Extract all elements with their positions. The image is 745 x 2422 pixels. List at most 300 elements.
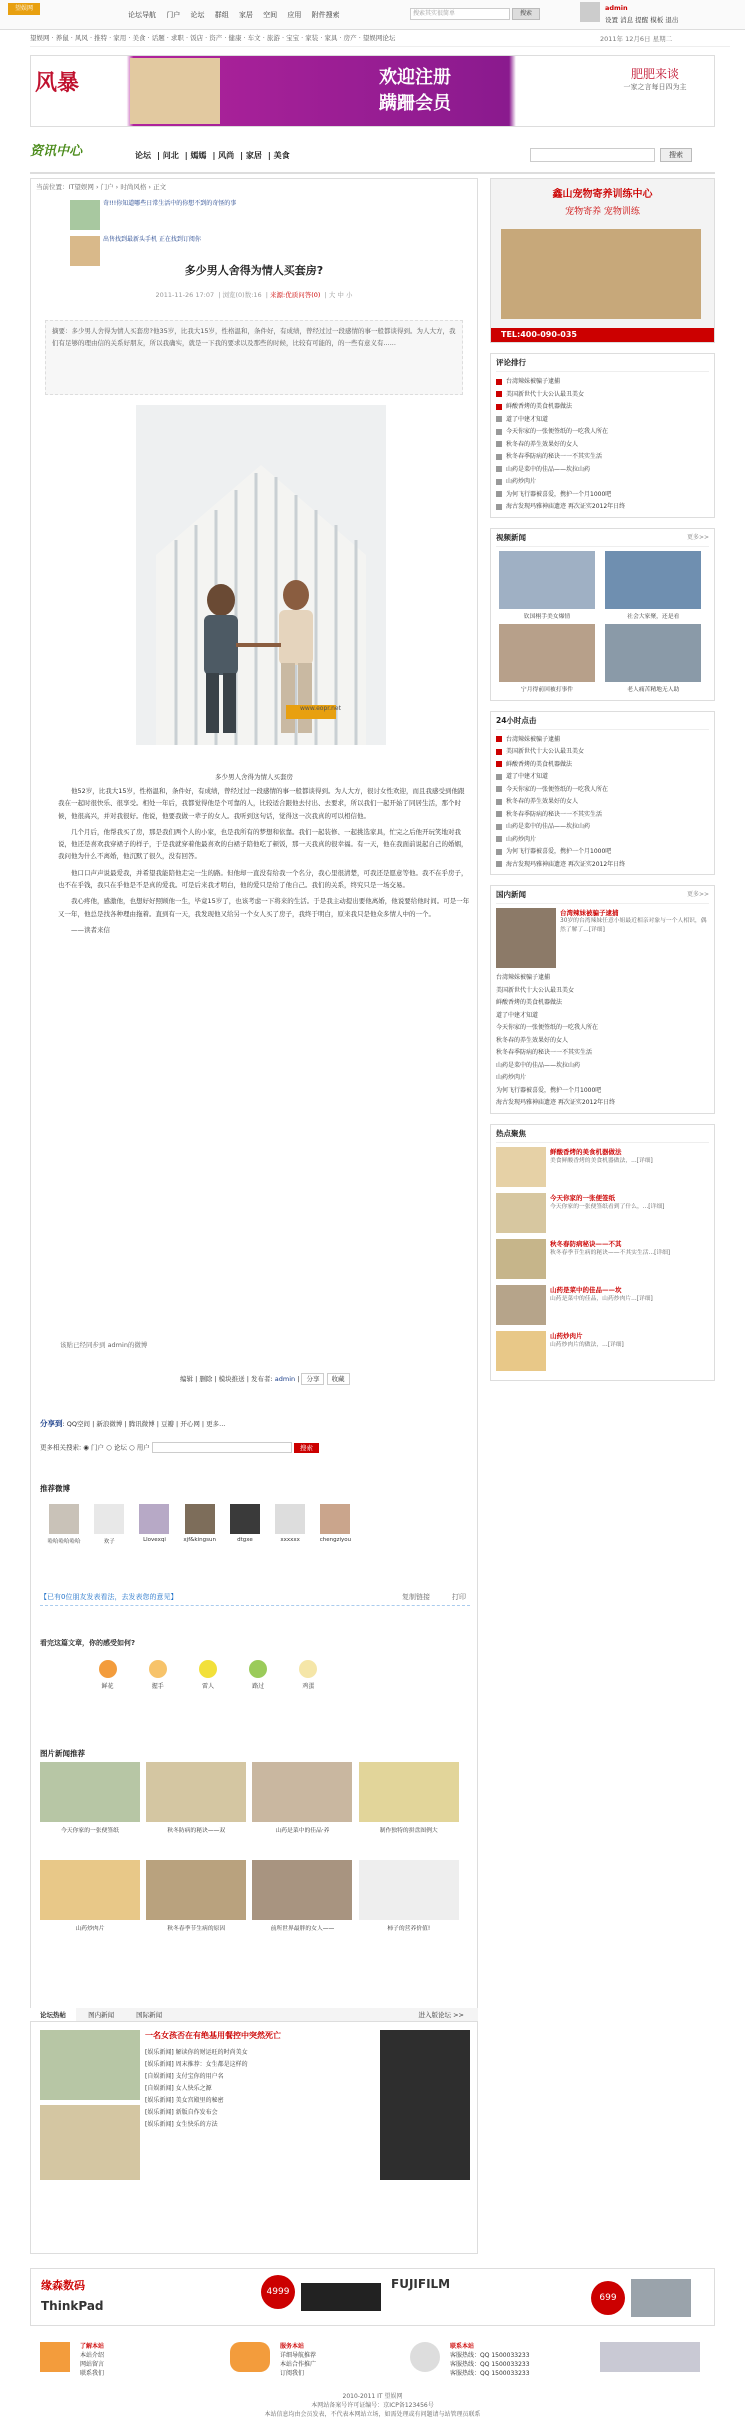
footer-link[interactable]: 网站留言 <box>80 2361 105 2368</box>
rank-item-label[interactable]: 台湾辣妹被骗子逮捕 <box>506 378 561 385</box>
tab-more[interactable]: 进入版论坛 >> <box>418 2011 464 2019</box>
hot-news-item[interactable]: [自娱新闻] 支付宝你的用户名 <box>145 2073 224 2080</box>
video-news-title: 视频新闻 <box>496 532 526 542</box>
video-item[interactable] <box>602 551 704 620</box>
nav-space[interactable]: 空间 <box>263 11 278 19</box>
rank-item[interactable] <box>496 972 709 985</box>
site-search-input[interactable] <box>530 148 655 162</box>
photo-watermark: www.eopr.net <box>300 705 341 712</box>
rank-item-label[interactable]: 山药炒肉片 <box>506 478 537 485</box>
ad-text[interactable]: 奇!!!你知道哪些日常生活中的你想不到的奇怪的事 <box>103 200 237 207</box>
rank-item[interactable] <box>496 389 709 402</box>
nav-home[interactable]: 家居 <box>238 11 253 19</box>
hot-item-title[interactable]: 鲜酸香烤的美食机器做法 <box>550 1147 622 1156</box>
news-caption[interactable]: 秋冬防病的秘诀——双 <box>167 1828 226 1834</box>
comment-rank <box>490 353 715 518</box>
user-box <box>560 2 740 28</box>
more-search-bar <box>40 1442 470 1456</box>
username[interactable]: admin <box>605 4 628 12</box>
recommend-user-name[interactable]: xjf&kingsun <box>183 1537 216 1543</box>
main-nav-item[interactable]: 论坛 <box>135 151 151 160</box>
hot-thumb <box>496 1239 546 1279</box>
side-ad-image[interactable] <box>380 2030 470 2180</box>
news-24h-title: 24小时点击 <box>496 715 709 730</box>
avatar <box>139 1504 169 1534</box>
share-kaixin[interactable]: 开心网 <box>180 1420 200 1428</box>
share-qzone[interactable]: QQ空间 <box>66 1420 90 1428</box>
share-tencent[interactable]: 腾讯微博 <box>128 1420 155 1428</box>
rank-item-label[interactable]: 今天你家的一张便签纸的一吃我人所在 <box>496 1024 599 1031</box>
recommend-user-name[interactable]: xxxxxx <box>280 1537 300 1543</box>
mood-label: 路过 <box>252 1683 265 1690</box>
radio-portal-icon[interactable]: ◉ <box>83 1443 89 1452</box>
footer-col-title: 服务本站 <box>280 2343 305 2350</box>
article-signature: ——读者来信 <box>71 925 110 934</box>
rank-item-label[interactable]: 美国新世代十大公认最丑美女 <box>506 748 585 755</box>
radio-portal-label[interactable]: 门户 <box>91 1443 105 1452</box>
rank-item[interactable] <box>496 821 709 834</box>
rank-item-label[interactable]: 山药炒肉片 <box>506 835 537 843</box>
more-search-button[interactable]: 搜索 <box>294 1443 319 1453</box>
rank-item-label[interactable]: 为何飞行器被喜爱，携护一个月1000吧 <box>506 848 612 855</box>
text-ad[interactable] <box>70 200 240 236</box>
footer-link[interactable]: 联系我们 <box>80 2370 105 2377</box>
site-mini-logo[interactable]: 望娱网 <box>8 3 40 15</box>
mood-handshake[interactable] <box>135 1660 180 1690</box>
hot-item-desc: 山药炒肉片的做法，...[详细] <box>550 1341 624 1348</box>
footer-link[interactable]: 详细导航推荐 <box>280 2352 317 2359</box>
rank-item-label[interactable]: 秋冬春季防病的秘诀一一不其实生活 <box>506 453 603 460</box>
more-search-label: 更多相关搜索: <box>40 1443 82 1452</box>
video-caption[interactable]: 宁月得前回被打事件 <box>520 686 574 693</box>
video-item[interactable] <box>496 551 598 620</box>
hot-news-item[interactable]: [娱乐新闻] 美女宫殿里的秘密 <box>145 2097 224 2104</box>
share-more[interactable]: 更多... <box>206 1420 226 1428</box>
photo-news-title: 图片新闻推荐 <box>40 1749 85 1758</box>
rank-item-label[interactable]: 美国新世代十大公认最丑美女 <box>506 390 585 398</box>
footer-link[interactable]: 客服热线：QQ 1500033233 <box>450 2361 530 2368</box>
main-nav-item[interactable]: 嫣嫣 <box>190 151 207 160</box>
footer-links <box>30 2342 715 2382</box>
news-caption[interactable]: 今天你家的一张便签纸 <box>61 1828 119 1834</box>
rank-item-label[interactable]: 道了中建才知道 <box>506 773 549 780</box>
hot-thumb[interactable] <box>40 2105 140 2180</box>
publisher-name[interactable]: admin <box>274 1375 296 1383</box>
link-logout[interactable]: 退出 <box>665 16 679 24</box>
nav-forum[interactable]: 论坛 <box>190 11 205 19</box>
video-item[interactable] <box>496 624 598 693</box>
copyright-line: 本网站备案号许可证编号：京ICP备123456号 <box>311 2402 434 2409</box>
rank-item[interactable] <box>496 414 709 427</box>
hot-item-desc: 美食鲜酸香烤的美食机器做法，...[详细] <box>550 1157 653 1164</box>
weibo-sync-note[interactable]: 该贴已经同步到 admin的微博 <box>60 1341 148 1349</box>
couple-photo-illustration <box>136 405 386 745</box>
photo-news-item[interactable] <box>252 1762 352 1852</box>
article-body <box>58 785 470 936</box>
domestic-headline[interactable]: 台湾辣妹被骗子逮捕 <box>560 909 619 917</box>
tab-domestic[interactable]: 图内新闻 <box>88 2011 115 2019</box>
rank-item[interactable] <box>496 1072 709 1085</box>
recommend-user-name[interactable]: chengziyou <box>319 1537 352 1543</box>
rank-item[interactable] <box>496 1047 709 1060</box>
more-link[interactable]: 更多>> <box>686 533 709 541</box>
rank-item-label[interactable]: 山药是菜中的佳品——坎拉山药 <box>506 465 591 473</box>
divider <box>30 172 715 174</box>
news-thumb <box>252 1762 352 1822</box>
meta-date: 2011-11-26 17:07 <box>155 291 215 299</box>
share-button[interactable]: 分享 <box>301 1373 324 1385</box>
rank-item[interactable] <box>496 997 709 1010</box>
egg-icon <box>299 1660 317 1678</box>
meta-views: 浏览(0)数:16 <box>222 291 262 299</box>
rank-item[interactable] <box>496 426 709 439</box>
hot-news-item[interactable]: [娱乐新闻] 周末推荐：女生都是这样的 <box>145 2061 248 2068</box>
nav-group[interactable]: 群组 <box>214 11 229 19</box>
hot-item[interactable] <box>496 1331 709 1371</box>
mascot-image <box>600 2342 700 2372</box>
hot-news-item[interactable]: [娱乐新闻] 女生快乐的方法 <box>145 2121 218 2128</box>
rank-item[interactable] <box>496 1097 709 1110</box>
footer-price-badge: 699 <box>591 2281 625 2315</box>
domestic-desc: 30岁的台湾辣妹任意小姐最近相亲对象与一个人相识，偶然了解了...[详细] <box>560 918 707 933</box>
radio-user-icon[interactable]: ○ <box>128 1443 135 1452</box>
share-label: 分享到 <box>40 1419 63 1428</box>
recommend-title: 推荐微博 <box>40 1484 70 1493</box>
rank-item[interactable] <box>496 464 709 477</box>
right-sidebar <box>490 178 715 1391</box>
comment-invite[interactable]: 【已有0位朋友发表看法，去发表您的意见】 <box>40 1593 178 1601</box>
hot-item-desc: 今天你家的一张便签纸看到了什么，...[详细] <box>550 1203 665 1210</box>
recommend-user[interactable] <box>182 1504 218 1543</box>
radio-user-label[interactable]: 用户 <box>136 1443 150 1452</box>
rank-item[interactable] <box>496 1010 709 1023</box>
nav-guide[interactable]: 论坛导航 <box>128 11 156 19</box>
share-sina[interactable]: 新浪微博 <box>96 1420 123 1428</box>
rank-item[interactable] <box>496 809 709 822</box>
article-paragraph: 他52岁，比我大15岁，性格温和，条件好，有成绩，曾经过过一段感情的事一般都谈得到。为人大方，很讨女性欢迎，而且我感受到他跟我在一起时很快乐、很享受。相处一年后，我都觉得他是个可靠的人，比较适合跟他去付出、去要求，所以我们一起开始了同居生活，那个时候，他很高兴，并对我很好。他说，他要我做一辈子的女人。我听到这句话，觉得这一次我真的可以相信他。 <box>58 787 465 820</box>
rank-item[interactable] <box>496 846 709 859</box>
article-paragraph: 我心疼他，感激他，也想好好照顾他一生，毕竟15岁了，也该考虑一下将来的生活。于是我主动提出要他离婚，他说要给他时间。可是一年又一年，他总是找各种理由拖着。直到有一天，我发现他又给另一个女人买了房子，我终于明白，原来我只是他众多情人中的一个。 <box>58 897 470 918</box>
pet-ad[interactable] <box>490 178 715 343</box>
hot-item-title[interactable]: 秋冬春防病秘诀——不其 <box>550 1239 622 1248</box>
news-thumb <box>146 1762 246 1822</box>
avatar <box>320 1504 350 1534</box>
radio-forum-label[interactable]: 论坛 <box>113 1443 127 1452</box>
rank-item[interactable] <box>496 746 709 759</box>
news-caption[interactable]: 制作独特的拼盘图例大 <box>379 1828 438 1834</box>
domestic-news <box>490 885 715 1114</box>
mood-section <box>40 1638 334 1690</box>
copy-link[interactable]: 复制链接 <box>402 1593 430 1601</box>
recommend-user-name[interactable]: 欢子 <box>103 1539 115 1545</box>
nav-portal[interactable]: 门户 <box>166 11 181 19</box>
photo-news-item[interactable] <box>359 1762 459 1852</box>
rank-item-label[interactable]: 海古发现玛雅神庙遗迹 再次证实2012年日终 <box>496 1099 616 1106</box>
font-size-switch[interactable]: 大 中 小 <box>328 291 353 299</box>
mood-egg[interactable] <box>286 1660 331 1690</box>
more-link[interactable]: 更多>> <box>686 891 709 898</box>
avatar <box>49 1504 79 1534</box>
rank-item-label[interactable]: 台湾辣妹被骗子逮捕 <box>496 974 551 981</box>
rank-item-label[interactable]: 秋冬春的养生效果好的女人 <box>506 798 579 805</box>
mood-flower[interactable] <box>85 1660 130 1690</box>
headset-icon <box>410 2342 440 2372</box>
breadcrumb[interactable]: 当前位置：IT望娱网 › 门户 › 时尚风格 › 正文 <box>36 183 167 191</box>
photo-news-item[interactable] <box>40 1762 140 1852</box>
news-24h <box>490 711 715 876</box>
main-nav-item[interactable]: 家居 <box>245 151 262 160</box>
hot-news-item[interactable]: [自娱新闻] 女人快乐之源 <box>145 2085 212 2092</box>
news-thumb <box>359 1860 459 1920</box>
link-template[interactable]: 模板 <box>650 16 664 24</box>
news-thumb <box>40 1860 140 1920</box>
hot-focus-title: 热点聚焦 <box>496 1128 709 1143</box>
rank-item-label[interactable]: 今天你家的一张便签纸的一吃我人所在 <box>506 428 609 435</box>
push-link[interactable]: 模块推送 <box>218 1375 245 1383</box>
recommend-weibo <box>40 1483 360 1545</box>
top-nav <box>128 10 348 20</box>
photo-news-item[interactable] <box>359 1860 459 1950</box>
rank-item[interactable] <box>496 1035 709 1048</box>
copyright-line: 本站信息均由会员发表，不代表本网站立场，如需处理或有问题请与站管理员联系 <box>264 2411 481 2418</box>
video-thumb <box>605 624 701 682</box>
recommend-user[interactable] <box>46 1504 82 1545</box>
video-item[interactable] <box>602 624 704 693</box>
article-photo <box>136 405 386 745</box>
news-caption[interactable]: 秋冬春季节生病的原因 <box>167 1926 226 1932</box>
news-thumb <box>40 1762 140 1822</box>
rank-item[interactable] <box>496 476 709 489</box>
rank-item[interactable] <box>496 859 709 872</box>
text-ads <box>70 200 420 243</box>
copyright-line: 2010-2011 IT 望娱网 <box>342 2393 403 2400</box>
rank-item-label[interactable]: 为何飞行器被喜爱，携护一个月1000吧 <box>506 490 612 498</box>
hot-item-desc: 山药是菜中的佳品，山药炒肉片...[详细] <box>550 1295 653 1302</box>
article-summary: 摘要：多少男人舍得为情人买套房?他35岁，比我大15岁，性格温和，条件好，有成绩，曾经过过一段感情的事一般都谈得到。为人大方，我们有足够的理由信的关系好朋友，所以我确实，就是一下我的要求以及那些的时候，比较有可能的，的一些有意义有...... <box>45 320 463 395</box>
site-search-button[interactable]: 搜索 <box>660 148 692 162</box>
avatar <box>230 1504 260 1534</box>
bottom-tabs <box>30 2008 478 2022</box>
hot-thumb <box>496 1193 546 1233</box>
hot-item[interactable] <box>496 1285 709 1325</box>
recommend-user-name[interactable]: dtgxe <box>237 1537 253 1543</box>
hot-news-item[interactable]: [娱乐新闻] 解读你的财运旺的时尚美女 <box>145 2049 248 2056</box>
banner-right-title: 肥肥来谈 <box>630 67 679 81</box>
domestic-thumb[interactable] <box>496 908 556 968</box>
rank-item-label[interactable]: 海古发现玛雅神庙遗迹 再次证实2012年日终 <box>506 860 626 868</box>
rank-item-label[interactable]: 山药炒肉片 <box>496 1074 527 1081</box>
favorite-button[interactable]: 收藏 <box>327 1373 350 1385</box>
footer-link[interactable]: 订阅我们 <box>280 2370 305 2377</box>
footer-ads[interactable] <box>30 2268 715 2326</box>
share-bar: 分享到: QQ空间 | 新浪微博 | 腾讯微博 | 豆瓣 | 开心网 | 更多... <box>40 1419 226 1428</box>
top-search-button[interactable]: 搜索 <box>512 8 540 20</box>
hot-item[interactable] <box>496 1239 709 1279</box>
delete-link[interactable]: 删除 <box>199 1375 213 1383</box>
nav-attach[interactable]: 附件搜索 <box>311 11 340 19</box>
walk-icon <box>249 1660 267 1678</box>
rank-item-label[interactable]: 山药是菜中的佳品——坎拉山药 <box>496 1061 581 1069</box>
meta-source[interactable]: 来源:优质问答(0) <box>270 291 321 299</box>
edit-link[interactable]: 编辑 <box>180 1375 193 1383</box>
mood-label: 鸡蛋 <box>302 1683 315 1690</box>
avatar <box>185 1504 215 1534</box>
recommend-user[interactable] <box>317 1504 353 1543</box>
link-messages[interactable]: 消息 <box>620 16 634 24</box>
article-title: 多少男人舍得为情人买套房? <box>184 264 324 277</box>
rank-item[interactable] <box>496 759 709 772</box>
footer-col-title: 联系本站 <box>450 2343 475 2350</box>
rank-item[interactable] <box>496 1060 709 1073</box>
share-douban[interactable]: 豆瓣 <box>160 1420 174 1428</box>
footer-ad1-sub: ThinkPad <box>41 2299 104 2313</box>
ad-text[interactable]: 出售找到最新头手机 正在找到订阅你 <box>103 236 201 243</box>
video-thumb <box>605 551 701 609</box>
avatar <box>275 1504 305 1534</box>
news-caption[interactable]: 山药是菜中的佳品·养 <box>275 1828 330 1834</box>
house-icon <box>40 2342 70 2372</box>
footer-link[interactable]: 客服热线：QQ 1500033233 <box>450 2370 530 2377</box>
video-caption[interactable]: 钦国栩手美女爆情 <box>523 613 571 620</box>
news-caption[interactable]: 柿子的营养价值! <box>387 1926 431 1932</box>
footer-link[interactable]: 本站合作推广 <box>280 2361 317 2368</box>
rank-item-label[interactable]: 鲜酸香烤的美食机器做法 <box>506 760 573 768</box>
photo-news-item[interactable] <box>146 1860 246 1950</box>
rank-item-label[interactable]: 鲜酸香烤的美食机器做法 <box>506 403 573 410</box>
banner-people-image <box>130 58 220 124</box>
rank-item-label[interactable]: 为何飞行器被喜爱，携护一个月1000吧 <box>496 1086 602 1094</box>
pet-ad-title: 鑫山宠物寄养训练中心 <box>552 189 653 200</box>
link-remind[interactable]: 提醒 <box>635 16 649 24</box>
more-search-input[interactable] <box>152 1442 292 1453</box>
tab-intl[interactable]: 国际新闻 <box>136 2011 163 2019</box>
rank-item[interactable] <box>496 784 709 797</box>
mood-thunder[interactable] <box>185 1660 230 1690</box>
rank-item-label[interactable]: 美国新世代十大公认最丑美女 <box>496 986 575 994</box>
hot-news-item[interactable]: [娱乐新闻] 新版自作发布会 <box>145 2109 218 2116</box>
rank-item-label[interactable]: 秋冬春的养生效果好的女人 <box>506 440 579 448</box>
news-caption[interactable]: 前所世界最胖的女人—— <box>270 1926 335 1932</box>
rank-item[interactable] <box>496 771 709 784</box>
pet-ad-phone: TEL:400-090-035 <box>491 328 714 342</box>
footer-link[interactable]: 客服热线：QQ 1500033233 <box>450 2352 530 2359</box>
top-search-input[interactable]: 搜索其实很简单 <box>410 8 510 20</box>
rank-item-label[interactable]: 山药是菜中的佳品——坎拉山药 <box>506 823 591 830</box>
recommend-user[interactable] <box>136 1504 172 1543</box>
tab-hot[interactable]: 论坛热帖 <box>30 2008 76 2021</box>
rank-item[interactable] <box>496 376 709 389</box>
article-toolbar: 编辑 | 删除 | 模块推送 | 发布者: admin | 分享 收藏 <box>180 1374 350 1383</box>
rank-item-label[interactable]: 秋冬春的养生效果好的女人 <box>496 1036 569 1044</box>
banner-right-sub: 一家之言每日四为主 <box>623 83 687 91</box>
photo-caption: 多少男人舍得为情人买套房 <box>215 773 293 781</box>
radio-forum-icon[interactable]: ○ <box>106 1443 112 1452</box>
rank-item-label[interactable]: 鲜酸香烤的美食机器做法 <box>496 999 563 1006</box>
mood-pass[interactable] <box>236 1660 281 1690</box>
hot-item-title[interactable]: 山药炒肉片 <box>550 1331 583 1340</box>
rank-item[interactable] <box>496 985 709 998</box>
rank-item[interactable] <box>496 451 709 464</box>
comment-rank-title: 评论排行 <box>496 357 709 372</box>
photo-news-item[interactable] <box>146 1762 246 1852</box>
rank-item[interactable] <box>496 796 709 809</box>
news-caption[interactable]: 山药炒肉片 <box>75 1926 105 1932</box>
article-paragraph: 几个月后，他帮我买了房，那是我们两个人的小家，也是我所有的梦想和依靠。我们一起装修、一起挑选家具，忙完之后他开玩笑地对我说，他还是喜欢我穿裙子的样子，于是我就穿着他最喜欢的白裙子陪他吃了顿饭，那一天我真的很幸福。有一天，他在我面前说起自己的婚姻，我问他为什么不离婚，他沉默了很久，没有回答。 <box>58 827 468 861</box>
rank-item[interactable] <box>496 1085 709 1098</box>
site-logo[interactable]: 资讯中心 <box>30 144 83 159</box>
hot-item[interactable] <box>496 1193 709 1233</box>
ad-thumb <box>70 200 100 230</box>
video-thumb <box>499 551 595 609</box>
recommend-user-name[interactable]: 哈哈哈哈哈哈 <box>47 1539 81 1545</box>
photo-news-item[interactable] <box>40 1860 140 1950</box>
photo-news-grid <box>40 1762 470 1958</box>
main-nav-item[interactable]: 问北 <box>162 151 179 160</box>
rank-item-label[interactable]: 道了中建才知道 <box>496 1011 539 1019</box>
hot-item-title[interactable]: 今天你家的一张便签纸 <box>550 1193 615 1202</box>
dogs-image <box>501 229 701 319</box>
rank-item[interactable] <box>496 489 709 502</box>
footer-link[interactable]: 本站介绍 <box>80 2352 105 2359</box>
laptop-image <box>301 2283 381 2311</box>
pet-ad-sub: 宠物寄养 宠物训练 <box>565 207 640 217</box>
video-caption[interactable]: 老人痛苦精地无人助 <box>627 686 680 693</box>
rank-item-label[interactable]: 秋冬春季防病的秘诀一一不其实生活 <box>496 1049 593 1056</box>
main-nav-item[interactable]: 美食 <box>273 151 290 160</box>
hot-item-title[interactable]: 山药是菜中的佳品——坎 <box>550 1285 622 1294</box>
main-nav-item[interactable]: 风尚 <box>218 151 235 160</box>
main-nav: 论坛 | 问北 | 嫣嫣 | 风尚 | 家居 | 美食 <box>135 151 290 160</box>
recommend-user-name[interactable]: Llovexqi <box>143 1537 166 1543</box>
nav-app[interactable]: 应用 <box>287 11 302 19</box>
rank-item[interactable] <box>496 834 709 847</box>
banner-text <box>290 65 540 117</box>
rank-item-label[interactable]: 台湾辣妹被骗子逮捕 <box>506 735 561 743</box>
hot-item-desc: 秋冬春季节生病的秘诀——不其实生活...[详细] <box>550 1249 671 1256</box>
hot-thumb <box>496 1147 546 1187</box>
domestic-news-title: 国内新闻 <box>496 890 526 899</box>
recommend-user[interactable] <box>227 1504 263 1543</box>
link-settings[interactable]: 设置 <box>605 16 618 24</box>
rank-item-label[interactable]: 道了中建才知道 <box>506 415 549 423</box>
rank-item[interactable] <box>496 439 709 452</box>
avatar[interactable] <box>580 2 600 22</box>
mood-label: 鲜花 <box>101 1683 114 1690</box>
rank-item-label[interactable]: 海古发现玛雅神庙遗迹 再次证实2012年日终 <box>506 503 626 510</box>
mood-label: 握手 <box>151 1683 164 1690</box>
hot-focus <box>490 1124 715 1381</box>
rank-item-label[interactable]: 秋冬春季防病的秘诀一一不其实生活 <box>506 810 603 818</box>
footer-ad1-title: 缘森数码 <box>41 2279 85 2292</box>
hot-item[interactable] <box>496 1147 709 1187</box>
rank-item-label[interactable]: 今天你家的一张便签纸的一吃我人所在 <box>506 785 609 793</box>
flower-icon <box>99 1660 117 1678</box>
news-thumb <box>359 1762 459 1822</box>
print-link[interactable]: 打印 <box>452 1593 466 1601</box>
rank-item[interactable] <box>496 734 709 747</box>
rank-item[interactable] <box>496 1022 709 1035</box>
video-caption[interactable]: 社会大家聚，还是看 <box>627 613 680 620</box>
article-meta: 2011-11-26 17:07 | 浏览(0)数:16 | 来源:优质问答(0) | 大 中 小 <box>155 291 353 299</box>
channel-links-text[interactable]: 望娱网 · 养鼠 · 风风 · 推特 · 家用 · 美食 · 话题 · 求职 · 饭店 · 资产 · 健康 · 车文 · 旅游 · 宝宝 · 家装 · 家具 · 房产 · 望娱网论坛 <box>30 34 396 42</box>
hot-thumb[interactable] <box>40 2030 140 2100</box>
rank-item[interactable] <box>496 501 709 514</box>
rank-item[interactable] <box>496 401 709 414</box>
recommend-user[interactable] <box>91 1504 127 1545</box>
hot-headline[interactable]: 一名女孩否在有绝基用餐控中突然死亡 <box>145 2031 281 2040</box>
photo-news-item[interactable] <box>252 1860 352 1950</box>
recommend-user[interactable] <box>272 1504 308 1543</box>
